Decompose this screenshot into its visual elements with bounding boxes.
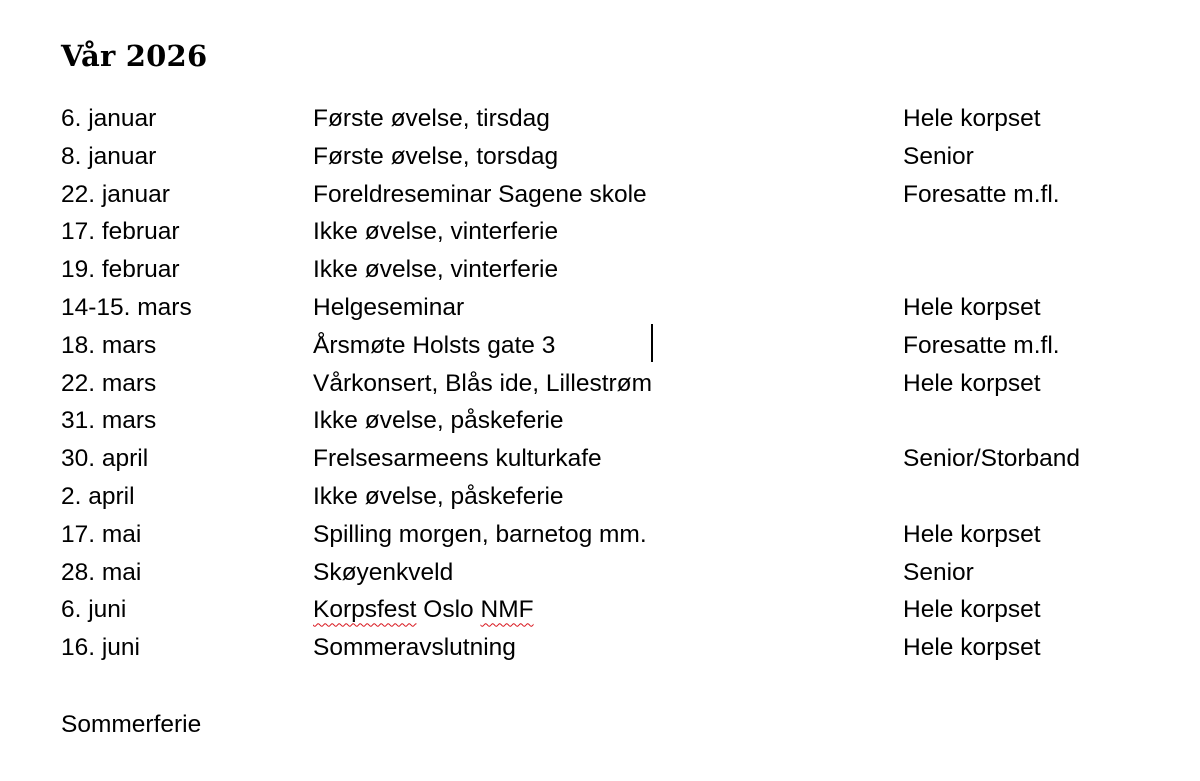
row-date: 22. mars [61,369,157,397]
schedule-row [0,327,1200,365]
row-group: Foresatte m.fl. [903,331,1060,359]
row-date: 6. januar [61,105,157,132]
row-event: Årsmøte Holsts gate 3 [313,331,556,359]
row-event: Spilling morgen, barnetog mm. [313,520,647,548]
row-event: Frelsesarmeens kulturkafe [313,445,602,473]
row-group: Senior [903,558,974,586]
row-date: 31. mars [61,407,157,435]
schedule-list [0,100,1200,667]
row-date: 17. mai [61,520,142,548]
row-date: 6. juni [61,596,127,624]
row-group: Hele korpset [903,596,1041,624]
row-group: Senior/Storband [903,445,1081,473]
schedule-row [0,478,1200,516]
row-date: 16. juni [61,634,141,662]
row-group: Hele korpset [903,634,1041,662]
schedule-row [0,554,1200,592]
row-date: 2. april [61,482,135,510]
row-event [313,591,534,628]
row-event: Vårkonsert, Blås ide, Lillestrøm [313,369,653,397]
row-group: Hele korpset [903,369,1041,397]
row-group: Hele korpset [903,520,1041,548]
row-event: Ikke øvelse, vinterferie [313,256,559,284]
schedule-row [0,138,1200,176]
row-event: Ikke øvelse, påskeferie [313,407,564,435]
row-group: Hele korpset [903,105,1041,132]
footer-text: Sommerferie [61,711,202,738]
row-date: 8. januar [61,142,157,170]
row-event: Helgeseminar [313,293,465,321]
event-text: Oslo [416,596,481,624]
row-event: Første øvelse, torsdag [313,142,559,170]
row-date: 14-15. mars [61,293,192,321]
schedule-row [0,100,1200,138]
schedule-row [0,440,1200,478]
schedule-row [0,402,1200,440]
row-date: 22. januar [61,180,170,208]
schedule-row [0,289,1200,327]
schedule-row [0,176,1200,214]
schedule-row [0,213,1200,251]
schedule-row [0,365,1200,403]
row-group: Senior [903,142,974,170]
row-event: Sommeravslutning [313,634,516,662]
row-date: 28. mai [61,558,142,586]
schedule-row [0,629,1200,667]
row-event: Ikke øvelse, vinterferie [313,218,559,246]
row-date: 30. april [61,445,149,473]
row-group: Foresatte m.fl. [903,180,1060,208]
row-event: Foreldreseminar Sagene skole [313,180,647,208]
row-date: 17. februar [61,218,180,246]
text-cursor [651,324,653,362]
row-event: Ikke øvelse, påskeferie [313,482,564,510]
schedule-row [0,591,1200,629]
row-event: Første øvelse, tirsdag [313,105,550,132]
schedule-row [0,516,1200,554]
row-group: Hele korpset [903,293,1041,321]
misspelled-word[interactable]: NMF [480,596,534,624]
misspelled-word[interactable]: Korpsfest [313,596,417,624]
row-date: 18. mars [61,331,157,359]
row-event: Skøyenkveld [313,558,454,586]
row-date: 19. februar [61,256,180,284]
schedule-row [0,251,1200,289]
document-heading: Vår 2026 [61,39,208,73]
